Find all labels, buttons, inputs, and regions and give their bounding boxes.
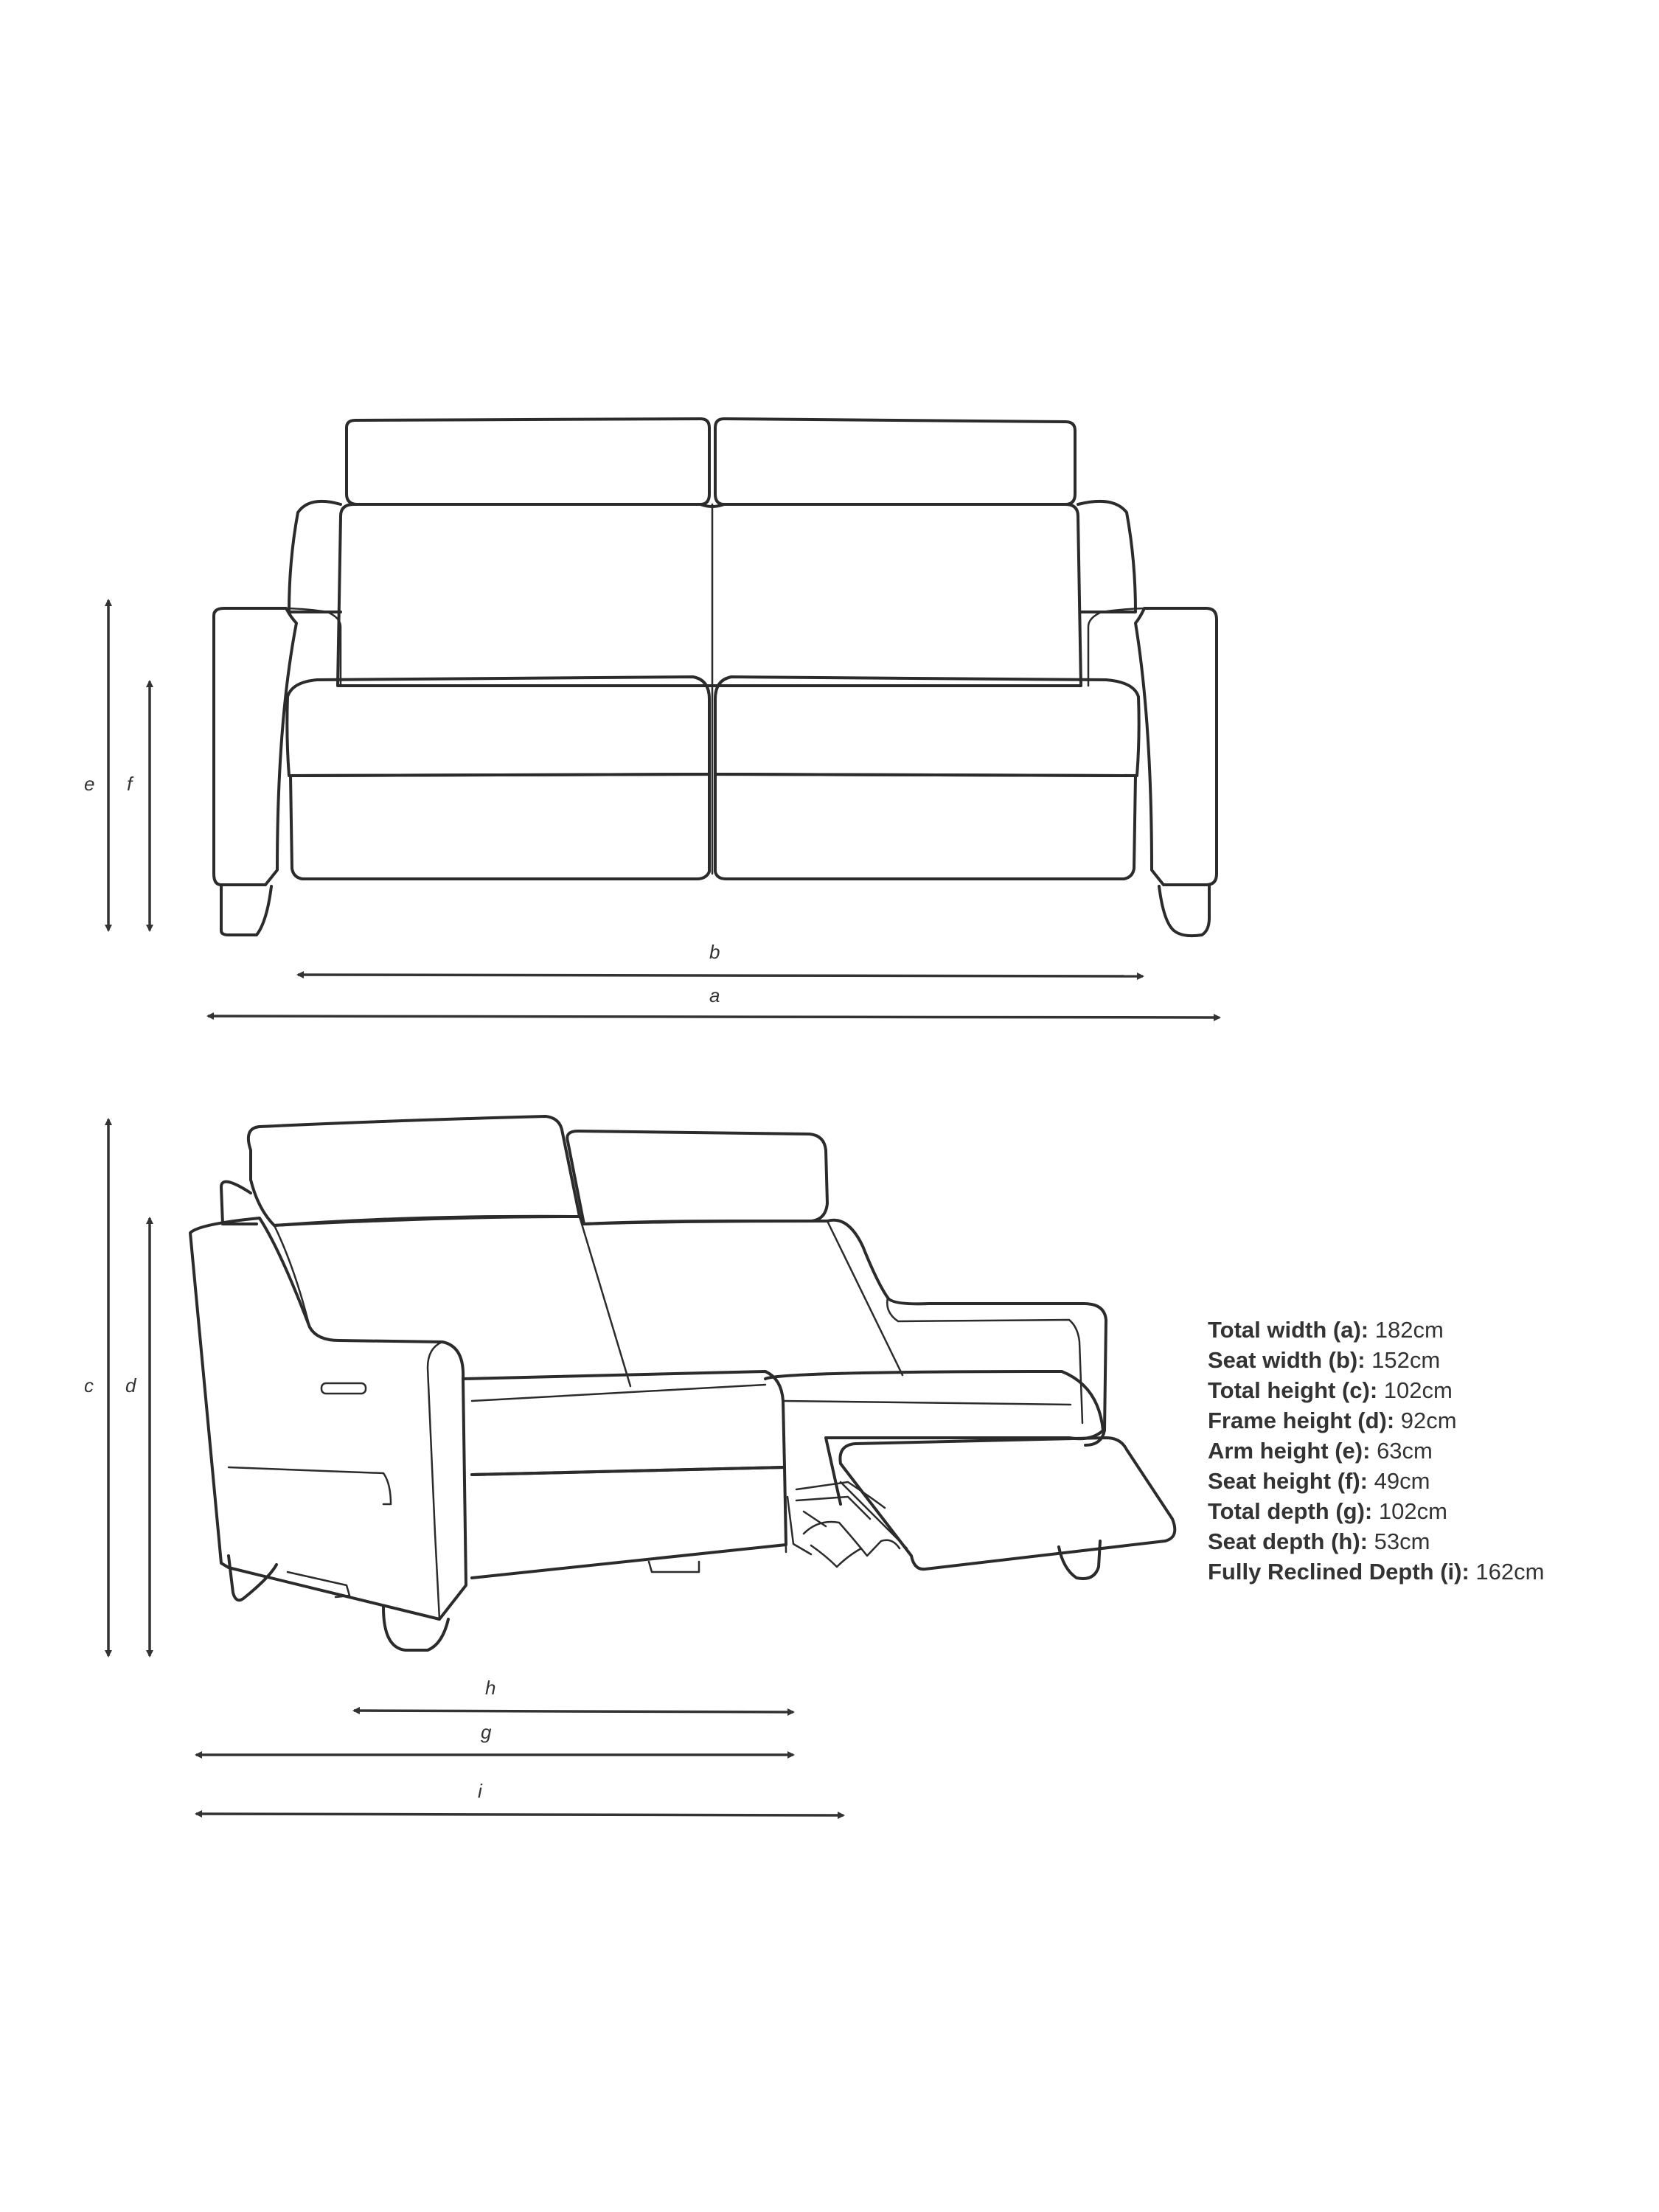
spec-label: Seat width (b): xyxy=(1208,1347,1366,1373)
spec-value: 182cm xyxy=(1374,1317,1444,1343)
spec-row-total-depth xyxy=(1208,1496,1621,1526)
dim-label-i: i xyxy=(478,1780,482,1802)
sofa-front-view xyxy=(214,419,1217,936)
dim-label-h: h xyxy=(485,1677,496,1699)
angled-foot-right xyxy=(1059,1541,1100,1579)
spec-label: Total height (c): xyxy=(1208,1377,1378,1403)
spec-label: Fully Reclined Depth (i): xyxy=(1208,1559,1470,1585)
spec-label: Seat depth (h): xyxy=(1208,1528,1368,1554)
angled-footrest xyxy=(840,1438,1175,1569)
spec-value: 63cm xyxy=(1377,1438,1433,1464)
dim-label-g: g xyxy=(481,1721,492,1743)
spec-row-reclined-depth xyxy=(1208,1557,1621,1587)
front-arm-left xyxy=(214,608,296,885)
spec-value: 49cm xyxy=(1374,1468,1430,1494)
dim-label-a: a xyxy=(709,984,720,1006)
dim-line-i xyxy=(196,1814,844,1815)
spec-value: 92cm xyxy=(1400,1408,1457,1433)
specifications-list xyxy=(1208,1315,1621,1587)
front-arm-right xyxy=(1135,608,1217,885)
dim-line-h xyxy=(354,1711,793,1712)
spec-row-frame-height xyxy=(1208,1405,1621,1436)
angled-headrest-right xyxy=(567,1131,827,1224)
spec-label: Total width (a): xyxy=(1208,1317,1369,1343)
spec-row-seat-width xyxy=(1208,1345,1621,1375)
dim-label-c: c xyxy=(84,1374,94,1397)
sofa-angled-view xyxy=(190,1116,1175,1650)
dim-line-b xyxy=(298,975,1143,976)
spec-label: Seat height (f): xyxy=(1208,1468,1368,1494)
angled-seat-base xyxy=(472,1467,786,1578)
dim-label-e: e xyxy=(84,773,95,795)
dim-label-b: b xyxy=(709,941,720,963)
spec-label: Arm height (e): xyxy=(1208,1438,1371,1464)
spec-value: 162cm xyxy=(1475,1559,1545,1585)
front-seat-base xyxy=(291,774,709,879)
spec-value: 152cm xyxy=(1371,1347,1441,1373)
spec-row-total-height xyxy=(1208,1375,1621,1405)
arm-control-button xyxy=(321,1383,366,1394)
front-backrest xyxy=(338,504,1081,686)
spec-label: Total depth (g): xyxy=(1208,1498,1373,1524)
dim-line-a xyxy=(208,1016,1220,1018)
angled-headrest-left xyxy=(248,1116,580,1225)
angled-backrest xyxy=(274,1217,888,1298)
dim-label-f: f xyxy=(127,773,133,795)
front-headrest-right xyxy=(715,419,1075,504)
dimension-letters xyxy=(84,773,720,1802)
spec-value: 102cm xyxy=(1378,1498,1447,1524)
angled-arm-left xyxy=(190,1218,466,1619)
spec-label: Frame height (d): xyxy=(1208,1408,1395,1433)
spec-row-arm-height xyxy=(1208,1436,1621,1466)
front-back-wing-right xyxy=(1078,501,1135,612)
spec-row-seat-height xyxy=(1208,1466,1621,1496)
front-seat-cushion-left xyxy=(287,677,709,776)
front-seat-cushion-right xyxy=(715,677,1139,776)
spec-row-total-width xyxy=(1208,1315,1621,1345)
spec-value: 102cm xyxy=(1383,1377,1453,1403)
front-foot-left xyxy=(221,886,271,935)
front-back-wing-left xyxy=(289,501,341,612)
spec-row-seat-depth xyxy=(1208,1526,1621,1557)
dim-label-d: d xyxy=(125,1374,136,1397)
dimension-lines xyxy=(108,600,1220,1815)
front-foot-right xyxy=(1159,886,1209,936)
front-headrest-left xyxy=(347,419,709,504)
spec-value: 53cm xyxy=(1374,1528,1430,1554)
